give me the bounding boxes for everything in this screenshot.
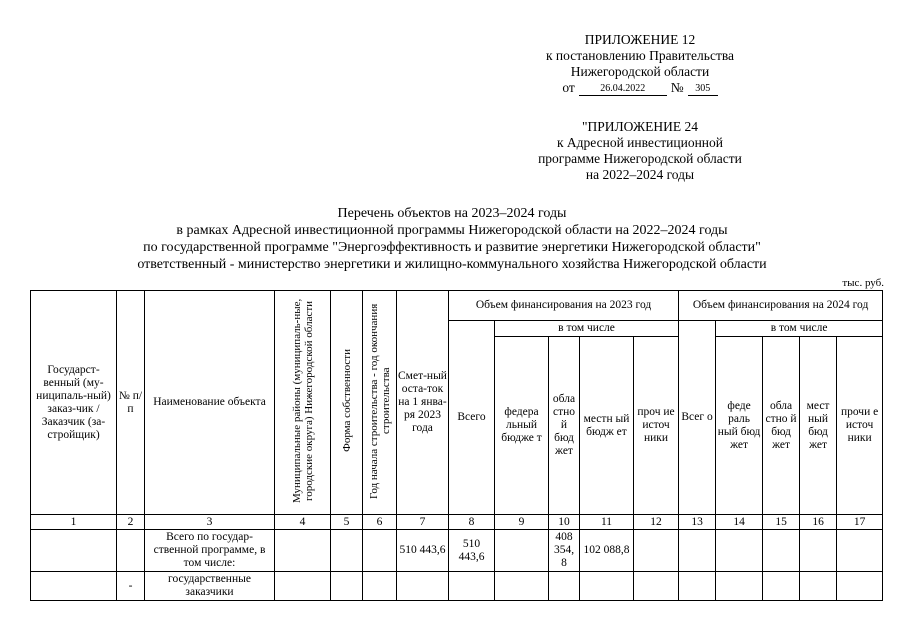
col-number: 3 xyxy=(145,515,275,530)
col-number: 6 xyxy=(363,515,397,530)
header-federal-2024: феде раль ный бюд жет xyxy=(716,337,763,515)
col-number: 13 xyxy=(679,515,716,530)
row-regional-2023: 408 354, 8 xyxy=(549,530,580,572)
appendix-24-line2: программе Нижегородской области xyxy=(538,151,742,166)
appendix-12-line1: к постановлению Правительства xyxy=(545,48,735,63)
header-total-2024: Всег о xyxy=(679,321,716,515)
title-line3: по государственной программе "Энергоэффективность и развитие энергетики Нижегородской области" xyxy=(143,240,761,255)
unit-label: тыс. руб. xyxy=(842,277,884,289)
col-number: 15 xyxy=(763,515,800,530)
decree-number: 305 xyxy=(688,83,718,96)
cell-empty xyxy=(634,572,679,601)
document-title xyxy=(0,205,904,273)
header-local-2023: местн ый бюдж ет xyxy=(580,337,634,515)
cell-empty xyxy=(31,530,117,572)
number-label: № xyxy=(670,80,684,95)
col-number: 5 xyxy=(331,515,363,530)
cell-empty xyxy=(397,572,449,601)
cell-empty xyxy=(549,572,580,601)
header-num: № п/п xyxy=(117,291,145,515)
cell-empty xyxy=(363,572,397,601)
row-balance: 510 443,6 xyxy=(397,530,449,572)
cell-empty xyxy=(331,572,363,601)
title-line4: ответственный - министерство энергетики и жилищно-коммунального хозяйства Нижегородской области xyxy=(137,257,767,272)
row-num: - xyxy=(117,572,145,601)
header-name: Наименование объекта xyxy=(145,291,275,515)
header-including-2024: в том числе xyxy=(716,321,883,337)
cell-empty xyxy=(117,530,145,572)
header-local-2024: мест ный бюд жет xyxy=(800,337,837,515)
header-federal-2023: федера льный бюдже т xyxy=(495,337,549,515)
appendix-24-line1: к Адресной инвестиционной xyxy=(556,135,723,150)
header-regional-2024: обла стно й бюд жет xyxy=(763,337,800,515)
cell-empty xyxy=(449,572,495,601)
header-balance: Смет-ный оста-ток на 1 янва-ря 2023 года xyxy=(397,291,449,515)
cell-empty xyxy=(634,530,679,572)
row-name: Всего по государ-ственной программе, в том числе: xyxy=(145,530,275,572)
header-other-2023: проч ие источ ники xyxy=(634,337,679,515)
header-customer: Государст-венный (му-ниципаль-ный) заказ-чик / Заказчик (за-стройщик) xyxy=(31,291,117,515)
column-number-row xyxy=(31,515,883,530)
cell-empty xyxy=(275,530,331,572)
header-years xyxy=(363,291,397,515)
col-number: 14 xyxy=(716,515,763,530)
cell-empty xyxy=(763,530,800,572)
col-number: 2 xyxy=(117,515,145,530)
appendix-24-line3: на 2022–2024 годы xyxy=(585,167,695,182)
cell-empty xyxy=(800,572,837,601)
header-ownership-text: Форма собственности xyxy=(340,349,353,452)
cell-empty xyxy=(31,572,117,601)
row-total-2023: 510 443,6 xyxy=(449,530,495,572)
header-other-2024: прочи е источ ники xyxy=(837,337,883,515)
appendix-12-title: ПРИЛОЖЕНИЕ 12 xyxy=(584,32,696,47)
decree-date: 26.04.2022 xyxy=(579,83,667,96)
cell-empty xyxy=(763,572,800,601)
title-line2: в рамках Адресной инвестиционной программы Нижегородской области на 2022–2024 годы xyxy=(176,223,728,238)
table-row xyxy=(31,572,883,601)
appendix-12-line2: Нижегородской области xyxy=(570,64,710,79)
cell-empty xyxy=(495,530,549,572)
cell-empty xyxy=(800,530,837,572)
cell-empty xyxy=(837,530,883,572)
decree-date-line xyxy=(562,80,717,96)
title-line1: Перечень объектов на 2023–2024 годы xyxy=(337,206,567,221)
cell-empty xyxy=(679,572,716,601)
col-number: 8 xyxy=(449,515,495,530)
col-number: 17 xyxy=(837,515,883,530)
appendix-24-block xyxy=(500,119,780,183)
header-including-2023: в том числе xyxy=(495,321,679,337)
cell-empty xyxy=(716,572,763,601)
col-number: 7 xyxy=(397,515,449,530)
from-label: от xyxy=(562,80,575,95)
cell-empty xyxy=(679,530,716,572)
appendix-24-title: "ПРИЛОЖЕНИЕ 24 xyxy=(581,119,699,134)
col-number: 12 xyxy=(634,515,679,530)
cell-empty xyxy=(495,572,549,601)
row-name: государственные заказчики xyxy=(145,572,275,601)
cell-empty xyxy=(580,572,634,601)
row-local-2023: 102 088,8 xyxy=(580,530,634,572)
header-fin-2023: Объем финансирования на 2023 год xyxy=(449,291,679,321)
cell-empty xyxy=(331,530,363,572)
header-years-text: Год начала строительства - год окончания строительства xyxy=(367,302,392,499)
cell-empty xyxy=(716,530,763,572)
cell-empty xyxy=(837,572,883,601)
table-row xyxy=(31,530,883,572)
header-regional-2023: обла стно й бюд жет xyxy=(549,337,580,515)
objects-table xyxy=(30,290,883,601)
cell-empty xyxy=(275,572,331,601)
col-number: 11 xyxy=(580,515,634,530)
col-number: 10 xyxy=(549,515,580,530)
cell-empty xyxy=(363,530,397,572)
header-districts xyxy=(275,291,331,515)
col-number: 1 xyxy=(31,515,117,530)
col-number: 9 xyxy=(495,515,549,530)
header-ownership xyxy=(331,291,363,515)
header-districts-text: Муниципальные районы (муниципаль-ные, городские округа) Нижегородской области xyxy=(290,298,315,503)
header-total-2023: Всего xyxy=(449,321,495,515)
appendix-12-block xyxy=(500,32,780,96)
col-number: 4 xyxy=(275,515,331,530)
header-fin-2024: Объем финансирования на 2024 год xyxy=(679,291,883,321)
col-number: 16 xyxy=(800,515,837,530)
